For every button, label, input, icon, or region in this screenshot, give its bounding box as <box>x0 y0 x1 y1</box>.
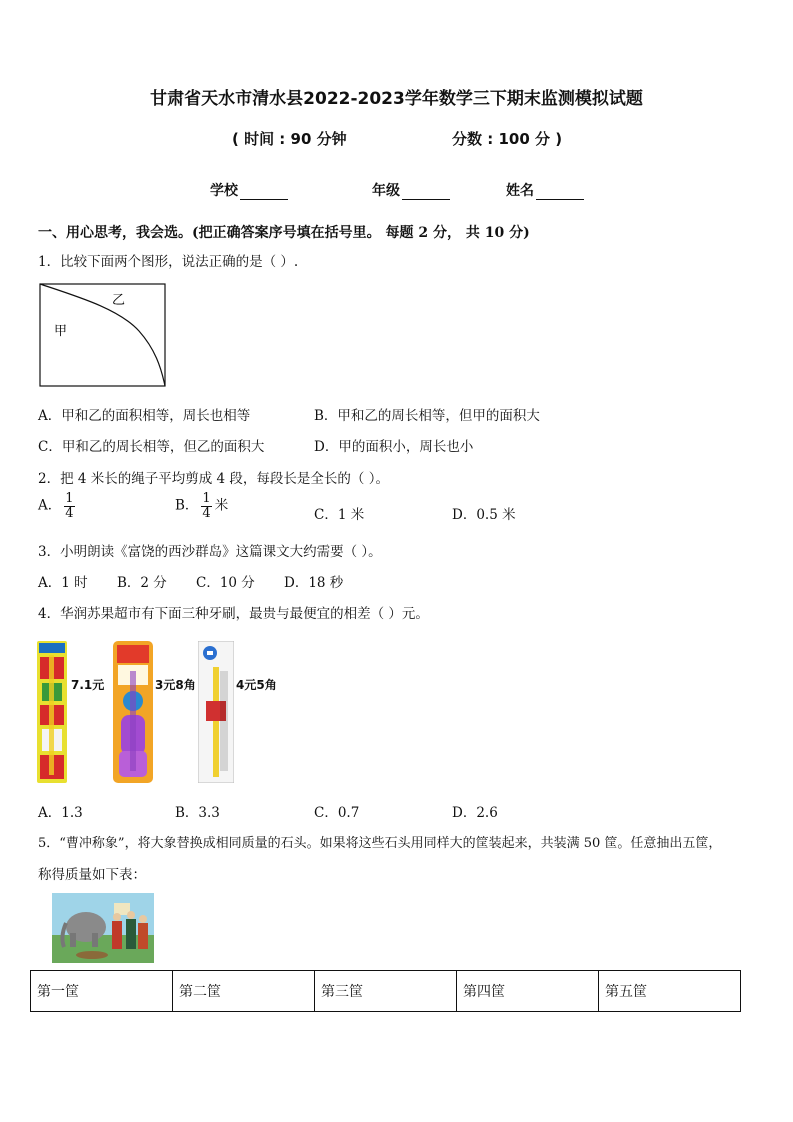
q4-option-b: B．3.3 <box>175 805 220 821</box>
q2-option-d: D．0.5 米 <box>452 507 516 523</box>
exam-time: ( 时间 : 90 分钟 <box>232 130 347 148</box>
elephant-illustration <box>52 893 154 963</box>
q1-option-b: B．甲和乙的周长相等，但甲的面积大 <box>314 408 540 424</box>
label-yi: 乙 <box>112 293 126 308</box>
price-1: 7.1元 <box>71 678 105 692</box>
q2-option-c: C．1 米 <box>314 507 365 523</box>
q4-option-a: A．1.3 <box>38 805 83 821</box>
school-blank <box>240 187 288 200</box>
q3-option-b: B．2 分 <box>117 575 167 591</box>
q4-option-d: D．2.6 <box>452 805 498 821</box>
table-cell: 第五筐 <box>599 971 741 1012</box>
q4-option-c: C．0.7 <box>314 805 360 821</box>
table-cell: 第二筐 <box>173 971 315 1012</box>
question-4-stem: 4．华润苏果超市有下面三种牙刷，最贵与最便宜的相差（ ）元。 <box>38 606 429 622</box>
grade-field: 年级 <box>372 180 450 200</box>
table-cell: 第四筐 <box>457 971 599 1012</box>
q3-option-c: C．10 分 <box>196 575 255 591</box>
price-3: 4元5角 <box>236 678 277 692</box>
q1-option-a: A．甲和乙的面积相等，周长也相等 <box>38 408 251 424</box>
q2-option-b: B． $\frac{1}{4}$ 米 <box>175 491 229 521</box>
question-2-stem: 2．把 4 米长的绳子平均剪成 4 段，每段长是全长的（ ）。 <box>38 471 389 487</box>
name-blank <box>536 187 584 200</box>
table-cell: 第一筐 <box>31 971 173 1012</box>
toothbrush-3-image <box>198 641 234 783</box>
question-5-stem-line1: 5．“曹冲称象”，将大象替换成相同质量的石头。如果将这些石头用同样大的筐装起来，共装满 50 筐。任意抽出五筐， <box>38 836 722 851</box>
exam-score: 分数 : 100 分 ) <box>452 130 563 148</box>
q1-option-d: D．甲的面积小，周长也小 <box>314 439 474 455</box>
name-field: 姓名 <box>506 180 584 200</box>
q1-option-c: C．甲和乙的周长相等，但乙的面积大 <box>38 439 265 455</box>
question-1-stem: 1．比较下面两个图形，说法正确的是（ ）. <box>38 254 299 270</box>
table-cell: 第三筐 <box>315 971 457 1012</box>
question-5-stem-line2: 称得质量如下表： <box>38 867 146 883</box>
price-2: 3元8角 <box>155 678 196 692</box>
table-row <box>31 971 741 1012</box>
page-title: 甘肃省天水市清水县2022-2023学年数学三下期末监测模拟试题 <box>150 89 643 109</box>
toothbrush-1-image <box>37 641 67 783</box>
q2-option-a: A． $\frac{1}{4}$ <box>38 491 74 521</box>
basket-table <box>30 970 741 1012</box>
grade-blank <box>402 187 450 200</box>
school-field: 学校 <box>210 180 288 200</box>
label-jia: 甲 <box>54 324 68 339</box>
fraction: $\frac{1}{4}$ <box>65 491 74 521</box>
q3-option-d: D．18 秒 <box>284 575 344 591</box>
q3-option-a: A．1 时 <box>38 575 88 591</box>
section-heading: 一、用心思考，我会选。(把正确答案序号填在括号里。 每题 2 分， 共 10 分) <box>38 225 530 241</box>
question-3-stem: 3．小明朗读《富饶的西沙群岛》这篇课文大约需要（ ）。 <box>38 544 382 560</box>
shape-figure <box>39 283 167 388</box>
toothbrush-2-image <box>113 641 153 783</box>
fraction: $\frac{1}{4}$ <box>202 491 211 521</box>
